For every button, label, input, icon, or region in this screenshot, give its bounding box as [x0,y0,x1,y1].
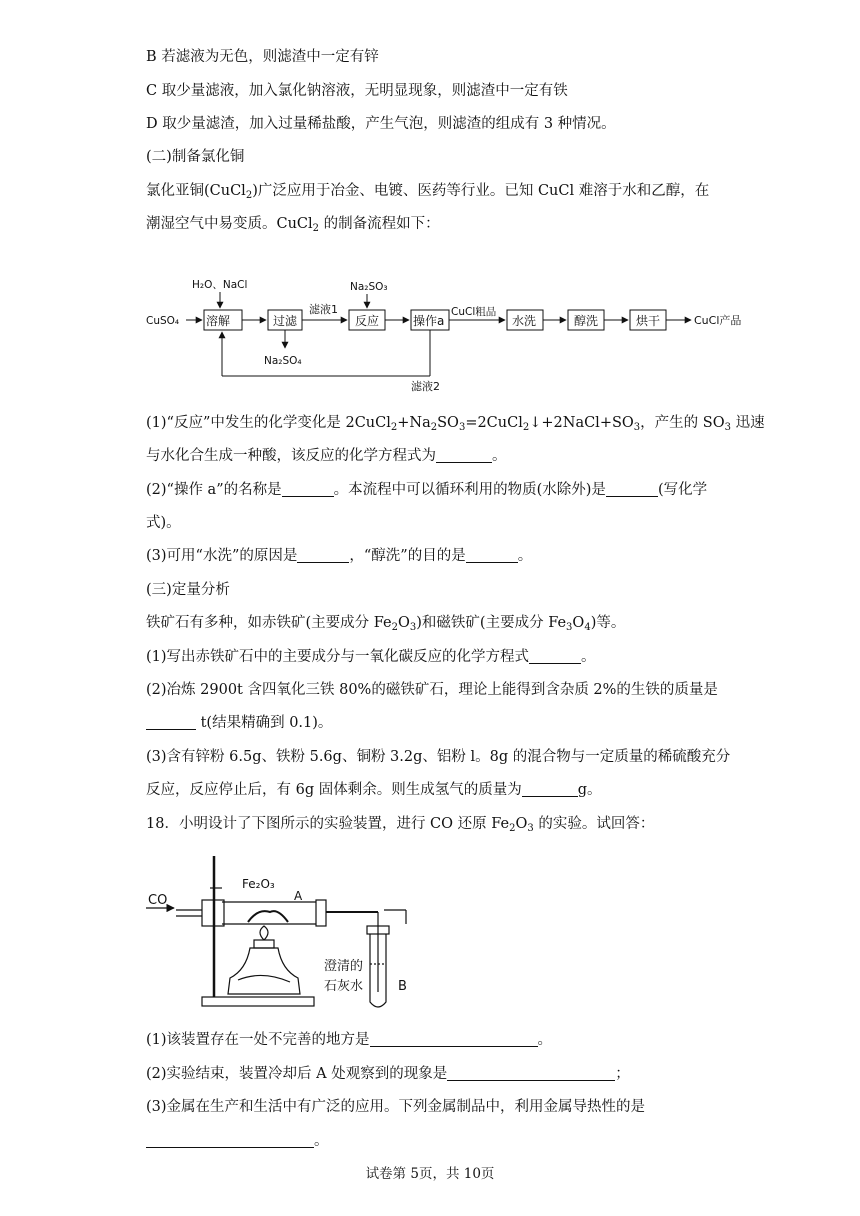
answer-blank[interactable] [447,1066,615,1081]
answer-blank[interactable] [522,782,578,797]
alcohol-lamp [228,948,300,994]
p3-line-2: 反应，反应停止后，有 6g 固体剩余。则生成氢气的质量为 g。 [146,782,602,798]
cucl-preparation-flowchart [146,278,756,398]
label-limewater-2: 石灰水 [324,979,364,994]
flow-na2so4: Na₂SO₄ [264,355,302,367]
label-limewater-1: 澄清的 [324,959,364,974]
answer-blank[interactable] [466,548,518,563]
option-d: D 取少量滤渣，加入过量稀盐酸，产生气泡，则滤渣的组成有 3 种情况。 [146,116,616,132]
answer-blank[interactable] [297,548,349,563]
flow-filter: 过滤 [273,314,298,328]
flow-cucl-crude: CuCl粗品 [451,306,497,318]
label-b: B [398,979,407,994]
flow-water-wash: 水洗 [512,314,537,328]
label-co: CO [148,893,168,908]
flow-dissolve: 溶解 [206,314,231,328]
flame [260,926,268,940]
q1-line-1: (1)“反应”中发生的化学变化是 $2CuCl_2+Na_2SO_3=2CuCl_2↓+2NaCl+SO_3$，产生的 $SO_3$ 迅速 [146,415,765,433]
answer-blank[interactable] [606,482,658,497]
a2-line: (2)实验结束，装置冷却后 A 处观察到的现象是 ； [146,1066,630,1082]
a1-line: (1)该装置存在一处不完善的地方是 。 [146,1032,553,1048]
stand-base [202,997,314,1006]
answer-blank[interactable] [146,715,196,730]
p2-line-2: t(结果精确到 0.1)。 [146,714,332,732]
option-c: C 取少量滤液，加入氯化钠溶液，无明显现象，则滤渣中一定有铁 [146,83,568,99]
flow-op-a: 操作a [413,314,445,328]
a3-line-2: 。 [146,1132,329,1150]
label-fe2o3: Fe₂O₃ [242,877,275,891]
option-b: B 若滤液为无色，则滤渣中一定有锌 [146,49,379,65]
label-a: A [294,889,303,903]
flow-filtrate2: 滤液2 [411,380,440,393]
fe2o3-sample [248,911,288,922]
a3-line-1: (3)金属在生产和生活中有广泛的应用。下列金属制品中，利用金属导热性的是 [146,1099,646,1115]
section-3-heading: (三)定量分析 [146,582,230,598]
flow-alcohol-wash: 醇洗 [574,314,599,328]
answer-blank[interactable] [436,448,492,463]
p1-line: (1)写出赤铁矿石中的主要成分与一氧化碳反应的化学方程式 。 [146,649,596,665]
q2-line-2: 式)。 [146,515,181,531]
q18-intro: 18．小明设计了下图所示的实验装置，进行 CO 还原 $Fe_2O_3$ 的实验。试回答： [146,816,655,834]
co-reduction-apparatus [146,852,426,1014]
answer-blank[interactable] [529,649,581,664]
q2-line-1: (2)“操作 a”的名称是 。本流程中可以循环利用的物质(水除外)是 (写化学 [146,482,708,498]
right-stopper [316,900,326,926]
section-2-heading: (二)制备氯化铜 [146,149,245,165]
intro-line-2: 潮湿空气中易变质。CuCl$_2$ 的制备流程如下： [146,216,440,234]
intro-line-1: 氯化亚铜(CuCl$_2$)广泛应用于冶金、电镀、医药等行业。已知 CuCl 难溶于水和乙醇，在 [146,183,710,201]
flow-na2so3: Na₂SO₃ [350,281,388,293]
answer-blank[interactable] [370,1032,538,1047]
flow-h2o-nacl: H₂O、NaCl [192,279,248,291]
flow-dry: 烘干 [636,314,661,328]
answer-blank[interactable] [146,1133,314,1148]
flow-cuso4: CuSO₄ [146,315,180,327]
page-footer: 试卷第 5页，共 10页 [365,1166,495,1182]
p2-line-1: (2)冶炼 2900t 含四氧化三铁 80%的磁铁矿石，理论上能得到含杂质 2%的生铁的质量是 [146,682,718,698]
flow-react: 反应 [355,314,380,328]
answer-blank[interactable] [282,482,334,497]
p3-line-1: (3)含有锌粉 6.5g、铁粉 5.6g、铜粉 3.2g、铝粉 l。8g 的混合物与一定质量的稀硫酸充分 [146,749,731,765]
flow-product: CuCl产品 [694,314,742,327]
q1-line-2: 与水化合生成一种酸，该反应的化学方程式为 。 [146,448,507,464]
q3-line: (3)可用“水洗”的原因是 ，“醇洗”的目的是 。 [146,548,533,564]
flow-filtrate1: 滤液1 [309,303,338,316]
ore-intro: 铁矿石有多种，如赤铁矿(主要成分 $Fe_2O_3$)和磁铁矿(主要成分 $Fe_3O_4$)等。 [146,615,626,633]
